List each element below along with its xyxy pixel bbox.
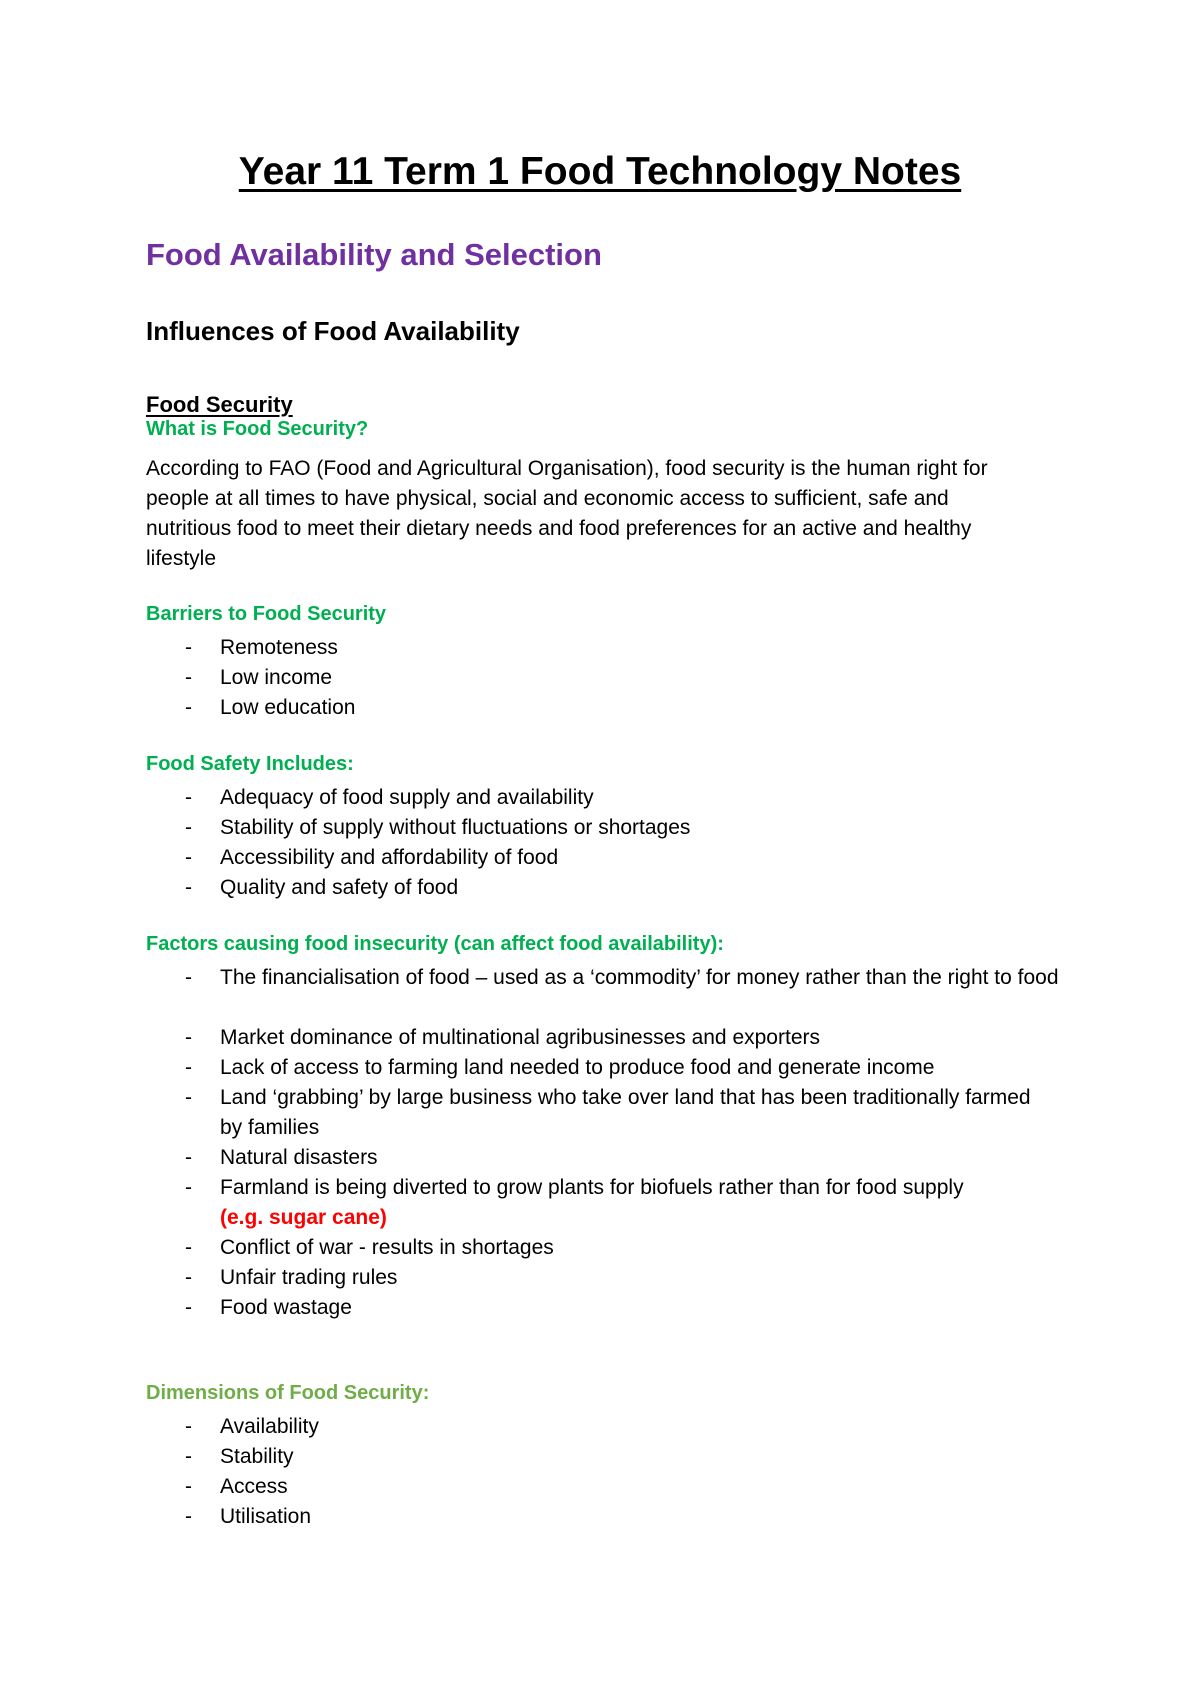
list-marker: - xyxy=(185,1146,192,1169)
list-item-text: Adequacy of food supply and availability xyxy=(220,786,594,809)
list-item-text: Lack of access to farming land needed to produce food and generate income xyxy=(220,1056,935,1079)
list-item-text: The financialisation of food – used as a ‘commodity’ for money rather than the right to food xyxy=(220,966,1059,989)
list-item-text: Market dominance of multinational agribusinesses and exporters xyxy=(220,1026,820,1049)
definition-line: people at all times to have physical, social and economic access to sufficient, safe and xyxy=(146,487,949,510)
list-item-main-text: Farmland is being diverted to grow plants for biofuels rather than for food supply xyxy=(220,1176,964,1199)
list-marker: - xyxy=(185,876,192,899)
dimensions-heading: Dimensions of Food Security: xyxy=(146,1382,430,1404)
list-item-text: Access xyxy=(220,1475,288,1498)
safety-heading: Food Safety Includes: xyxy=(146,753,354,775)
list-item-text: Natural disasters xyxy=(220,1146,378,1169)
list-marker: - xyxy=(185,966,192,989)
list-marker: - xyxy=(185,1415,192,1438)
list-item-text xyxy=(220,1173,1100,1233)
list-marker: - xyxy=(185,1445,192,1468)
list-marker: - xyxy=(185,1176,192,1199)
list-item-text: Low education xyxy=(220,696,356,719)
list-item-text: Accessibility and affordability of food xyxy=(220,846,559,869)
list-marker: - xyxy=(185,636,192,659)
insecurity-heading: Factors causing food insecurity (can affect food availability): xyxy=(146,933,724,955)
list-item-text: Land ‘grabbing’ by large business who take over land that has been traditionally farmed by families xyxy=(220,1086,1031,1139)
list-item-text: Stability xyxy=(220,1445,294,1468)
list-marker: - xyxy=(185,1296,192,1319)
list-marker: - xyxy=(185,666,192,689)
subsection-heading: Influences of Food Availability xyxy=(146,316,520,346)
list-item-text: Low income xyxy=(220,666,333,689)
what-is-heading: What is Food Security? xyxy=(146,418,369,440)
list-item-text: Quality and safety of food xyxy=(220,876,459,899)
list-marker: - xyxy=(185,1026,192,1049)
topic-heading: Food Security xyxy=(146,392,293,417)
section-heading: Food Availability and Selection xyxy=(146,237,602,272)
list-marker: - xyxy=(185,1056,192,1079)
document-title: Year 11 Term 1 Food Technology Notes xyxy=(238,150,962,193)
list-item-text: Utilisation xyxy=(220,1505,312,1528)
list-item-text: Unfair trading rules xyxy=(220,1266,398,1289)
list-item-text: Availability xyxy=(220,1415,319,1438)
list-item-text: Food wastage xyxy=(220,1296,352,1319)
list-marker: - xyxy=(185,1475,192,1498)
list-marker: - xyxy=(185,1236,192,1259)
definition-paragraph xyxy=(146,454,1066,574)
list-marker: - xyxy=(185,696,192,719)
example-text: (e.g. sugar cane) xyxy=(220,1206,387,1229)
list-marker: - xyxy=(185,846,192,869)
list-marker: - xyxy=(185,1505,192,1528)
definition-line: lifestyle xyxy=(146,547,217,570)
list-item-text: Stability of supply without fluctuations or shortages xyxy=(220,816,691,839)
list-marker: - xyxy=(185,1266,192,1289)
list-marker: - xyxy=(185,816,192,839)
list-item-text: Conflict of war - results in shortages xyxy=(220,1236,554,1259)
list-marker: - xyxy=(185,786,192,809)
definition-line: nutritious food to meet their dietary needs and food preferences for an active and healthy xyxy=(146,517,972,540)
definition-line: According to FAO (Food and Agricultural Organisation), food security is the human right for xyxy=(146,457,988,480)
barriers-heading: Barriers to Food Security xyxy=(146,603,387,625)
list-item-text: Remoteness xyxy=(220,636,338,659)
list-marker: - xyxy=(185,1086,192,1109)
